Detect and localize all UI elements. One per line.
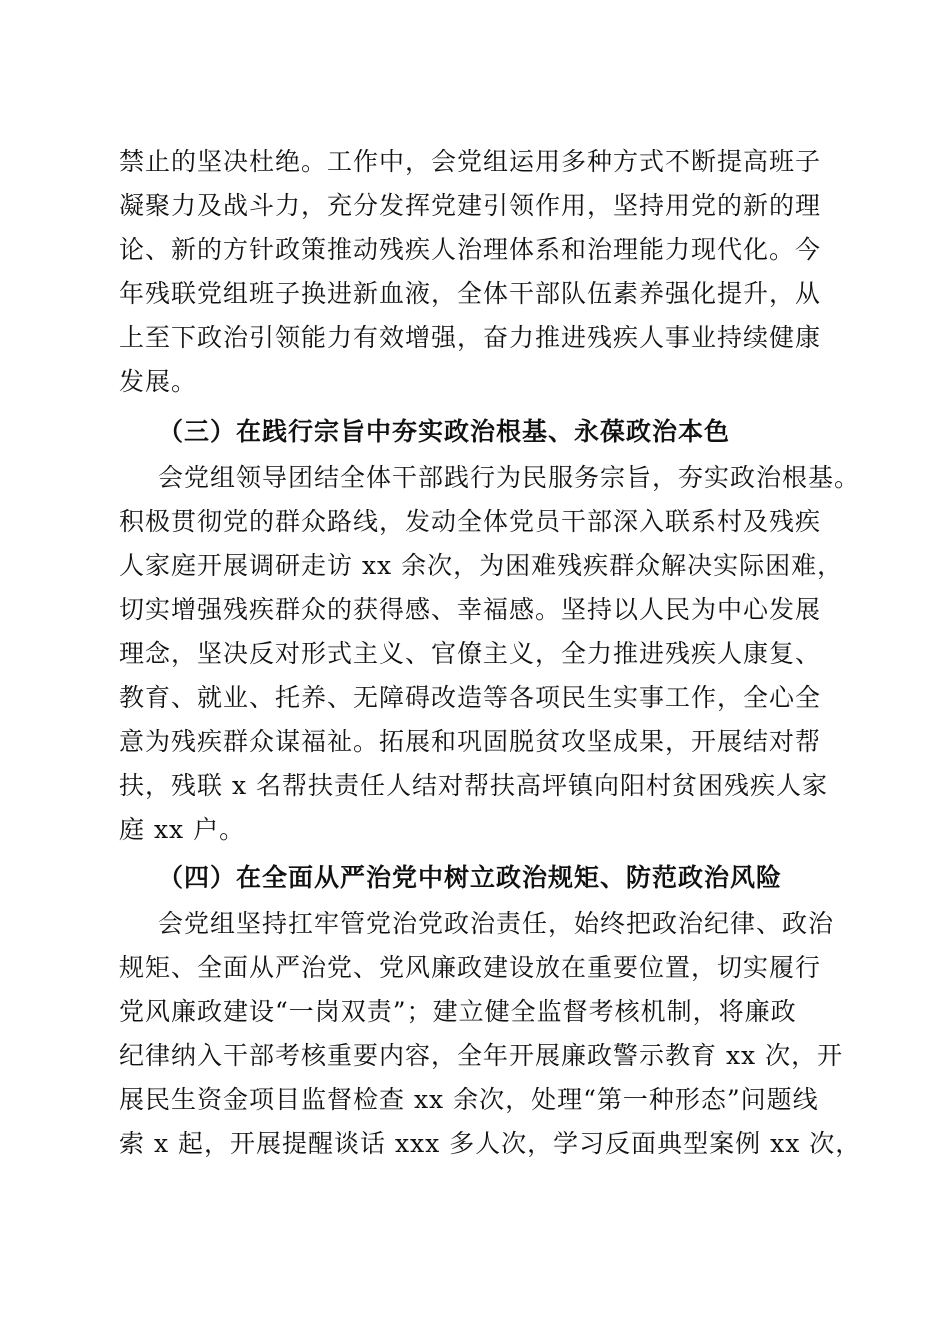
body-text-line: 论、新的方针政策推动残疾人治理体系和治理能力现代化。今	[119, 235, 822, 264]
section-heading-3: （三）在践行宗旨中夯实政治根基、永葆政治本色	[158, 417, 731, 446]
body-text-line: 展民生资金项目监督检查 xx 余次，处理“第一种形态”问题线	[119, 1085, 819, 1114]
body-text-line: 党风廉政建设“一岗双责”；建立健全监督考核机制，将廉政	[119, 997, 797, 1026]
body-text-line: 意为残疾群众谋福祉。拓展和巩固脱贫攻坚成果，开展结对帮	[119, 727, 822, 756]
body-text-line: 规矩、全面从严治党、党风廉政建设放在重要位置，切实履行	[119, 953, 822, 982]
section-heading-4: （四）在全面从严治党中树立政治规矩、防范政治风险	[158, 863, 783, 892]
body-text-line: 理念，坚决反对形式主义、官僚主义，全力推进残疾人康复、	[119, 639, 822, 668]
paragraph-first-line: 会党组坚持扛牢管党治党政治责任，始终把政治纪律、政治	[158, 909, 835, 938]
body-text-line: 切实增强残疾群众的获得感、幸福感。坚持以人民为中心发展	[119, 595, 822, 624]
body-text-line: 索 x 起，开展提醒谈话 xxx 多人次，学习反面典型案例 xx 次，	[119, 1129, 862, 1158]
body-text-line: 扶，残联 x 名帮扶责任人结对帮扶高坪镇向阳村贫困残疾人家	[119, 771, 828, 800]
body-text-line: 凝聚力及战斗力，充分发挥党建引领作用，坚持用党的新的理	[119, 191, 822, 220]
body-text-line: 纪律纳入干部考核重要内容，全年开展廉政警示教育 xx 次，开	[119, 1041, 844, 1070]
body-text-line: 发展。	[119, 367, 198, 396]
body-text-line: 年残联党组班子换进新血液，全体干部队伍素养强化提升，从	[119, 279, 822, 308]
body-text-line: 积极贯彻党的群众路线，发动全体党员干部深入联系村及残疾	[119, 507, 822, 536]
body-text-line: 禁止的坚决杜绝。工作中，会党组运用多种方式不断提高班子	[119, 147, 822, 176]
body-text-line: 教育、就业、托养、无障碍改造等各项民生实事工作，全心全	[119, 683, 822, 712]
body-text-line: 庭 xx 户。	[119, 815, 246, 844]
paragraph-first-line: 会党组领导团结全体干部践行为民服务宗旨，夯实政治根基。	[158, 463, 861, 492]
body-text-line: 人家庭开展调研走访 xx 余次，为困难残疾群众解决实际困难，	[119, 551, 844, 580]
body-text-line: 上至下政治引领能力有效增强，奋力推进残疾人事业持续健康	[119, 323, 822, 352]
